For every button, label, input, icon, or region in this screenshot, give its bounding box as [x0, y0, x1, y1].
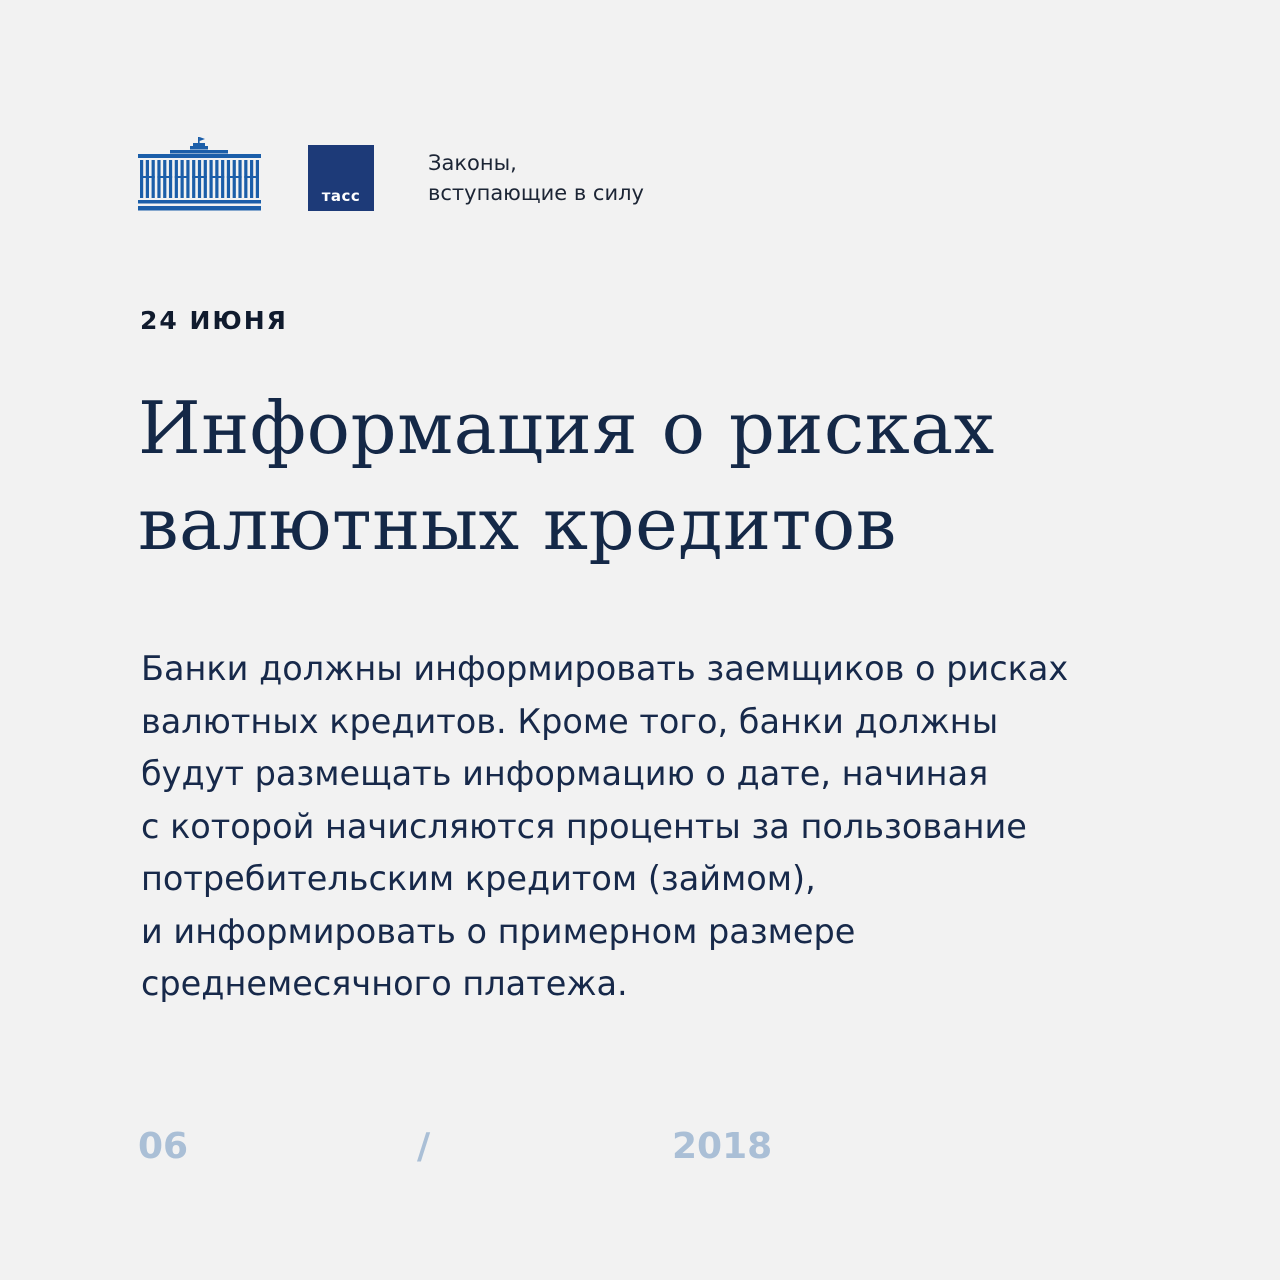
body-line: с которой начисляются проценты за пользование	[141, 806, 1027, 846]
body-line: среднемесячного платежа.	[141, 964, 628, 1003]
body-line: валютных кредитов. Кроме того, банки должны	[141, 701, 999, 741]
tagline-line-2: вступающие в силу	[428, 181, 644, 205]
headline-line-2: валютных кредитов	[138, 482, 897, 566]
header-tagline	[428, 148, 644, 208]
body-line: будут размещать информацию о дате, начиная	[141, 754, 989, 793]
tass-logo-label: тасс	[321, 187, 361, 205]
duma-building-icon	[138, 134, 261, 211]
body-line: потребительским кредитом (займом),	[141, 859, 816, 898]
body-paragraph	[141, 643, 1068, 1011]
footer-year: 2018	[672, 1126, 773, 1167]
date-label: 24 ИЮНЯ	[140, 306, 288, 335]
headline	[138, 380, 995, 572]
footer-separator: /	[417, 1126, 431, 1167]
tagline-line-1: Законы,	[428, 151, 517, 175]
headline-line-1: Информация о рисках	[138, 386, 995, 470]
body-line: Банки должны информировать заемщиков о рисках	[141, 649, 1069, 688]
tass-logo	[308, 145, 374, 211]
footer-month: 06	[138, 1126, 189, 1167]
body-line: и информировать о примерном размере	[141, 911, 856, 951]
